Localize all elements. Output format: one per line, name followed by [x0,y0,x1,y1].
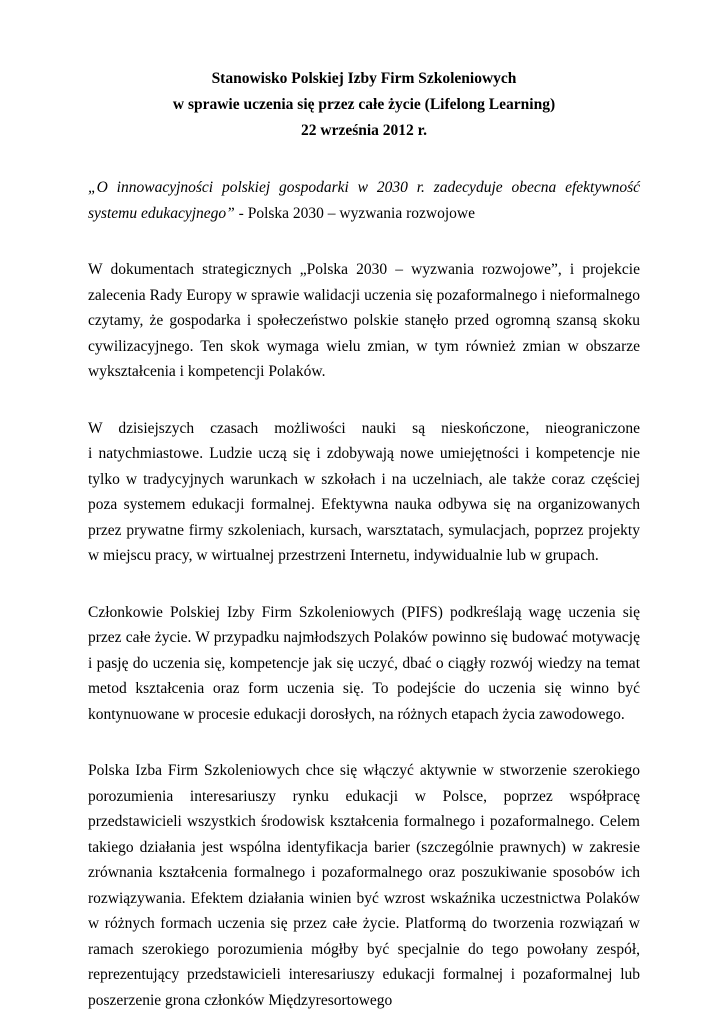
title-line-1: Stanowisko Polskiej Izby Firm Szkoleniowych [211,70,517,87]
title-line-2: w sprawie uczenia się przez całe życie (Lifelong Learning) [172,96,556,113]
paragraph-2: i natychmiastowe. Ludzie uczą się i zdobywają nowe umiejętności i kompetencje nie tylko w tradycyjnych warunkach w szkołach i na uczelniach, ale także coraz częściej poza systemem edukacji formalnej. Efektywna nauka odbywa się na organizowanych przez prywatne firmy szkoleniach, kursach, warsztatach, symulacjach, poprzez projekty w miejscu pracy, w wirtualnej przestrzeni Internetu, indywidualnie lub w grupach. [88,445,640,564]
paragraph-3: Członkowie Polskiej Izby Firm Szkoleniowych (PIFS) podkreślają wagę uczenia się przez całe życie. W przypadku najmłodszych Polaków powinno się budować motywację i pasję do uczenia się, kompetencje jak się uczyć, dbać o ciągły rozwój wiedzy na temat metod kształcenia oraz form uczenia się. To podejście do uczenia się winno być kontynuowane w procesie edukacji dorosłych, na różnych etapach życia zawodowego. [88,603,640,723]
quote-source: - Polska 2030 – wyzwania rozwojowe [234,204,475,222]
document-title [88,66,640,144]
paragraph-1: W dokumentach strategicznych „Polska 2030 – wyzwania rozwojowe”, i projekcie zalecenia Rady Europy w sprawie walidacji uczenia się pozaformalnego i nieformalnego czytamy, że gospodarka i społeczeństwo polskie stanęło przed ogromną szansą skoku cywilizacyjnego. Ten skok wymaga wielu zmian, w tym również zmian w obszarze wykształcenia i kompetencji Polaków. [88,261,640,380]
paragraph-4: Polska Izba Firm Szkoleniowych chce się włączyć aktywnie w stworzenie szerokiego porozumienia interesariuszy rynku edukacji w Polsce, poprzez współpracę przedstawicieli wszystkich środowisk kształcenia formalnego i pozaformalnego. Celem takiego działania jest wspólna identyfikacja barier (szczególnie prawnych) w zakresie zrównania kształcenia formalnego i pozaformalnego oraz poszukiwanie sposobów ich rozwiązywania. Efektem działania winien być wzrost wskaźnika uczestnictwa Polaków w różnych formach uczenia się przez całe życie. Platformą do tworzenia rozwiązań w ramach szerokiego porozumienia mógłby być specjalnie do tego powołany zespół, reprezentujący przedstawicieli interesariuszy edukacji formalnej i pozaformalnej lub poszerzenie grona członków Międzyresortowego [88,762,640,1009]
paragraph-2-first-line: W dzisiejszych czasach możliwości nauki są nieskończone, nieograniczone [88,419,640,437]
title-line-3: 22 września 2012 r. [301,122,427,139]
epigraph-quote [88,175,640,226]
quote-text: „O innowacyjności polskiej gospodarki w 2030 r. zadecyduje obecna efektywność systemu edukacyjnego” [88,179,640,222]
